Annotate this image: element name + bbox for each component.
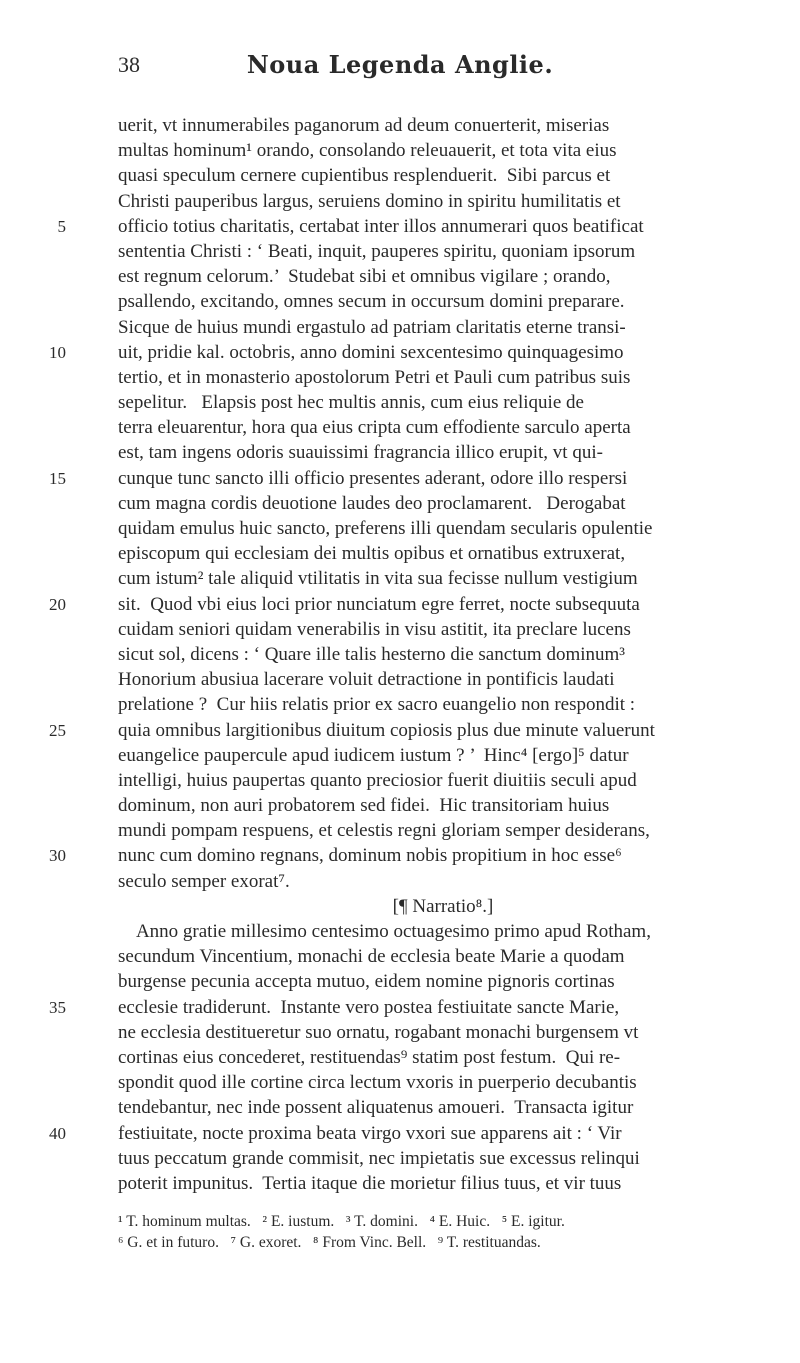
text-line: [118, 440, 768, 465]
line-number: 5: [57, 216, 66, 236]
text-line: [118, 264, 768, 289]
text-line: [118, 692, 768, 717]
text-line: [49, 592, 768, 617]
line-text: poterit impunitus. Tertia itaque die morietur filius tuus, et vir tuus: [118, 1172, 622, 1194]
line-text: quasi speculum cernere cupientibus resplenduerit. Sibi parcus et: [118, 165, 611, 187]
text-line: [118, 315, 768, 340]
line-text: cum magna cordis deuotione laudes deo proclamarent. Derogabat: [118, 492, 626, 514]
text-line: [118, 743, 768, 768]
page-header: [0, 52, 800, 92]
text-line: [118, 818, 768, 843]
text-line: [118, 944, 768, 969]
footnote-line: ⁶ G. et in futuro. ⁷ G. exoret. ⁸ From Vinc. Bell. ⁹ T. restituandas.: [118, 1234, 541, 1251]
line-text: officio totius charitatis, certabat inter illos annumerari quos beatificat: [118, 215, 644, 237]
text-line: [118, 189, 768, 214]
text-line: [118, 1045, 768, 1070]
text-line: [49, 843, 768, 868]
line-number: 20: [49, 594, 66, 614]
line-number: 25: [49, 720, 66, 740]
line-text: mundi pompam respuens, et celestis regni gloriam semper desiderans,: [118, 820, 650, 842]
text-line: [49, 466, 768, 491]
line-text: ne ecclesia destitueretur suo ornatu, rogabant monachi burgensem vt: [118, 1021, 639, 1043]
text-line: [118, 163, 768, 188]
text-line: [118, 1171, 768, 1196]
line-text: sepelitur. Elapsis post hec multis annis, cum eius reliquie de: [118, 392, 584, 414]
main-text: [49, 113, 768, 1196]
line-text: Sicque de huius mundi ergastulo ad patriam claritatis eterne transi-: [118, 316, 626, 338]
line-text: burgense pecunia accepta mutuo, eidem nomine pignoris cortinas: [118, 971, 615, 993]
line-text: seculo semper exorat⁷.: [118, 870, 290, 892]
text-line: [118, 415, 768, 440]
text-line: [118, 642, 768, 667]
text-line: [57, 214, 768, 239]
line-text: [¶ Narratio⁸.]: [392, 895, 494, 917]
text-line: [118, 289, 768, 314]
line-text: sit. Quod vbi eius loci prior nunciatum egre ferret, nocte subsequuta: [118, 593, 640, 615]
text-line: [49, 1121, 768, 1146]
line-text: nunc cum domino regnans, dominum nobis propitium in hoc esse⁶: [118, 845, 622, 867]
text-line: [118, 793, 768, 818]
line-text: psallendo, excitando, omnes secum in occursum domini preparare.: [118, 291, 625, 313]
text-line: [118, 365, 768, 390]
line-number: 40: [49, 1123, 66, 1143]
line-text: terra eleuarentur, hora qua eius cripta cum effodiente sarculo aperta: [118, 417, 631, 439]
line-text: tendebantur, nec inde possent aliquatenus amoueri. Transacta igitur: [118, 1097, 634, 1119]
text-line: [49, 340, 768, 365]
text-line: [118, 516, 768, 541]
line-text: Christi pauperibus largus, seruiens domino in spiritu humilitatis et: [118, 190, 621, 212]
line-text: secundum Vincentium, monachi de ecclesia beate Marie a quodam: [118, 946, 625, 968]
line-text: spondit quod ille cortine circa lectum vxoris in puerperio decubantis: [118, 1072, 637, 1094]
line-text: quidam emulus huic sancto, preferens illi quendam secularis opulentie: [118, 518, 653, 539]
text-line: [118, 113, 768, 138]
text-line: [118, 919, 768, 944]
line-text: ecclesie tradiderunt. Instante vero postea festiuitate sancte Marie,: [118, 996, 620, 1018]
line-text: intelligi, huius paupertas quanto preciosior fuerit diuitiis seculi apud: [118, 769, 637, 791]
line-text: est regnum celorum.’ Studebat sibi et omnibus vigilare ; orando,: [118, 266, 611, 288]
footnotes: [118, 1211, 768, 1253]
line-text: tertio, et in monasterio apostolorum Petri et Pauli cum patribus suis: [118, 366, 631, 388]
line-text: episcopum qui ecclesiam dei multis opibus et ornatibus extruxerat,: [118, 543, 626, 565]
line-text: sententia Christi : ‘ Beati, inquit, pauperes spiritu, quoniam ipsorum: [118, 240, 636, 262]
line-text: cum istum² tale aliquid vtilitatis in vita sua fecisse nullum vestigium: [118, 568, 638, 590]
text-line: [49, 995, 768, 1020]
text-line: [118, 1020, 768, 1045]
line-text: tuus peccatum grande commisit, nec impietatis sue excessus relinqui: [118, 1147, 640, 1169]
line-text: festiuitate, nocte proxima beata virgo vxori sue apparens ait : ‘ Vir: [118, 1122, 622, 1144]
line-text: prelatione ? Cur hiis relatis prior ex sacro euangelio non respondit :: [118, 694, 636, 716]
text-line: [118, 667, 768, 692]
text-line: [118, 617, 768, 642]
line-number: 30: [49, 846, 66, 866]
line-text: Anno gratie millesimo centesimo octuagesimo primo apud Rotham,: [118, 921, 651, 942]
text-line: [118, 491, 768, 516]
line-text: est, tam ingens odoris suauissimi fragrancia illico erupit, vt qui-: [118, 442, 603, 464]
page-number: 38: [118, 52, 140, 77]
text-line: [118, 138, 768, 163]
line-text: dominum, non auri probatorem sed fidei. Hic transitoriam huius: [118, 795, 610, 817]
line-text: uit, pridie kal. octobris, anno domini sexcentesimo quinquagesimo: [118, 341, 624, 363]
text-line: [49, 718, 768, 743]
text-line: [118, 541, 768, 566]
text-line: [118, 894, 768, 919]
line-text: Honorium abusiua lacerare voluit detractione in pontificis laudati: [118, 669, 615, 691]
line-text: quia omnibus largitionibus diuitum copiosis plus due minute valuerunt: [118, 719, 655, 741]
text-line: [118, 869, 768, 894]
text-line: [118, 969, 768, 994]
text-line: [118, 1095, 768, 1120]
text-line: [118, 239, 768, 264]
running-title: Noua Legenda Anglie.: [246, 50, 554, 79]
footnote-line: ¹ T. hominum multas. ² E. iustum. ³ T. domini. ⁴ E. Huic. ⁵ E. igitur.: [118, 1213, 565, 1230]
text-line: [118, 768, 768, 793]
line-text: cuidam seniori quidam venerabilis in visu astitit, ita preclare lucens: [118, 618, 631, 640]
line-text: cunque tunc sancto illi officio presentes aderant, odore illo respersi: [118, 467, 628, 489]
line-text: multas hominum¹ orando, consolando releuauerit, et tota vita eius: [118, 140, 617, 162]
text-line: [118, 566, 768, 591]
line-text: uerit, vt innumerabiles paganorum ad deum conuerterit, miserias: [118, 115, 610, 136]
line-text: euangelice paupercule apud iudicem iustum ? ’ Hinc⁴ [ergo]⁵ datur: [118, 744, 629, 766]
line-number: 10: [49, 342, 66, 362]
text-line: [118, 1146, 768, 1171]
line-number: 15: [49, 468, 66, 488]
text-line: [118, 1070, 768, 1095]
line-text: cortinas eius concederet, restituendas⁹ statim post festum. Qui re-: [118, 1046, 621, 1068]
text-line: [118, 390, 768, 415]
line-text: sicut sol, dicens : ‘ Quare ille talis hesterno die sanctum dominum³: [118, 643, 625, 665]
line-number: 35: [49, 997, 66, 1017]
